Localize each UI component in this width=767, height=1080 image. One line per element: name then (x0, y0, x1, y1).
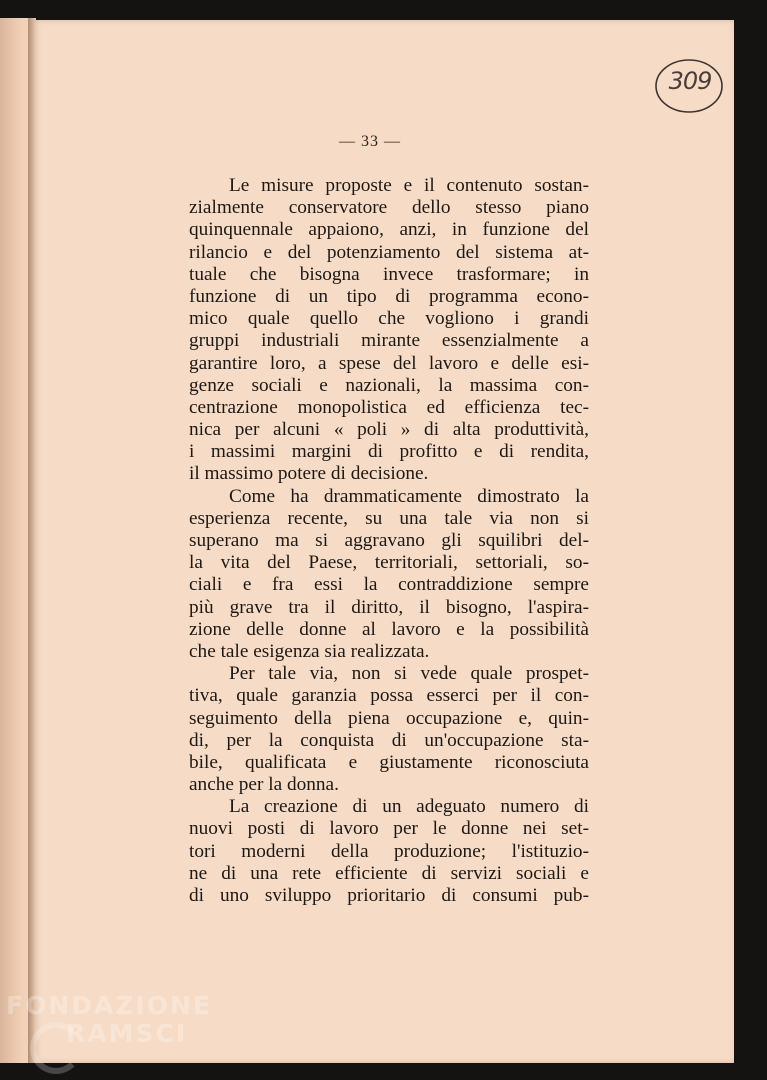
text-line: che tale esigenza sia realizzata. (189, 640, 430, 662)
text-line: La creazione di un adeguato numero di (229, 796, 589, 818)
text-line: ciali e fra essi la contraddizione sempre (189, 574, 589, 596)
text-line: garantire loro, a spese del lavoro e delle esi- (189, 352, 589, 374)
text-line: Come ha drammaticamente dimostrato la (229, 485, 589, 507)
text-line: di uno sviluppo prioritario di consumi pub- (189, 885, 589, 906)
text-line: i massimi margini di profitto e di rendita, (189, 441, 589, 463)
text-line: zialmente conservatore dello stesso piano (189, 197, 589, 219)
text-line: tiva, quale garanzia possa esserci per il con- (189, 685, 589, 707)
text-line: tori moderni della produzione; l'istituzio- (189, 840, 589, 862)
text-line: la vita del Paese, territoriali, settoriali, so- (189, 552, 589, 574)
text-line: quinquennale appaiono, anzi, in funzione del (189, 219, 589, 241)
left-page-edge (0, 18, 30, 1063)
archive-number: 309 (668, 67, 712, 95)
book-page (34, 20, 734, 1063)
text-line: il massimo potere di decisione. (189, 463, 429, 485)
text-line: mico quale quello che vogliono i grandi (189, 308, 589, 330)
text-line: gruppi industriali mirante essenzialmente a (189, 330, 589, 352)
text-line: ne di una rete efficiente di servizi sociali e (189, 862, 589, 884)
text-line: Le misure proposte e il contenuto sostan- (229, 175, 589, 196)
watermark (6, 992, 212, 1048)
text-line: più grave tra il diritto, il bisogno, l'aspira- (189, 596, 589, 618)
text-line: zione delle donne al lavoro e la possibilità (189, 618, 589, 640)
text-line: superano ma si aggravano gli squilibri del- (189, 530, 589, 551)
watermark-line: FONDAZIONE (6, 991, 213, 1020)
text-line: bile, qualificata e giustamente riconosciuta (189, 751, 589, 773)
text-line: Per tale via, non si vede quale prospet- (229, 663, 589, 685)
watermark-line: RAMSCI (66, 1019, 188, 1048)
text-line: nica per alcuni « poli » di alta produttività, (189, 419, 589, 441)
body-text (189, 175, 589, 907)
text-line: esperienza recente, su una tale via non si (189, 507, 589, 529)
text-line: funzione di un tipo di programma econo- (189, 285, 589, 307)
text-line: tuale che bisogna invece trasformare; in (189, 263, 589, 285)
text-line: seguimento della piena occupazione e, quin- (189, 707, 589, 729)
text-line: genze sociali e nazionali, la massima con- (189, 374, 589, 396)
text-line: nuovi posti di lavoro per le donne nei set- (189, 818, 589, 840)
page-number: — 33 — (339, 133, 401, 150)
text-line: di, per la conquista di un'occupazione sta- (189, 729, 589, 751)
text-line: rilancio e del potenziamento del sistema at- (189, 241, 589, 263)
text-line: centrazione monopolistica ed efficienza tec- (189, 396, 589, 418)
text-line: anche per la donna. (189, 774, 339, 796)
